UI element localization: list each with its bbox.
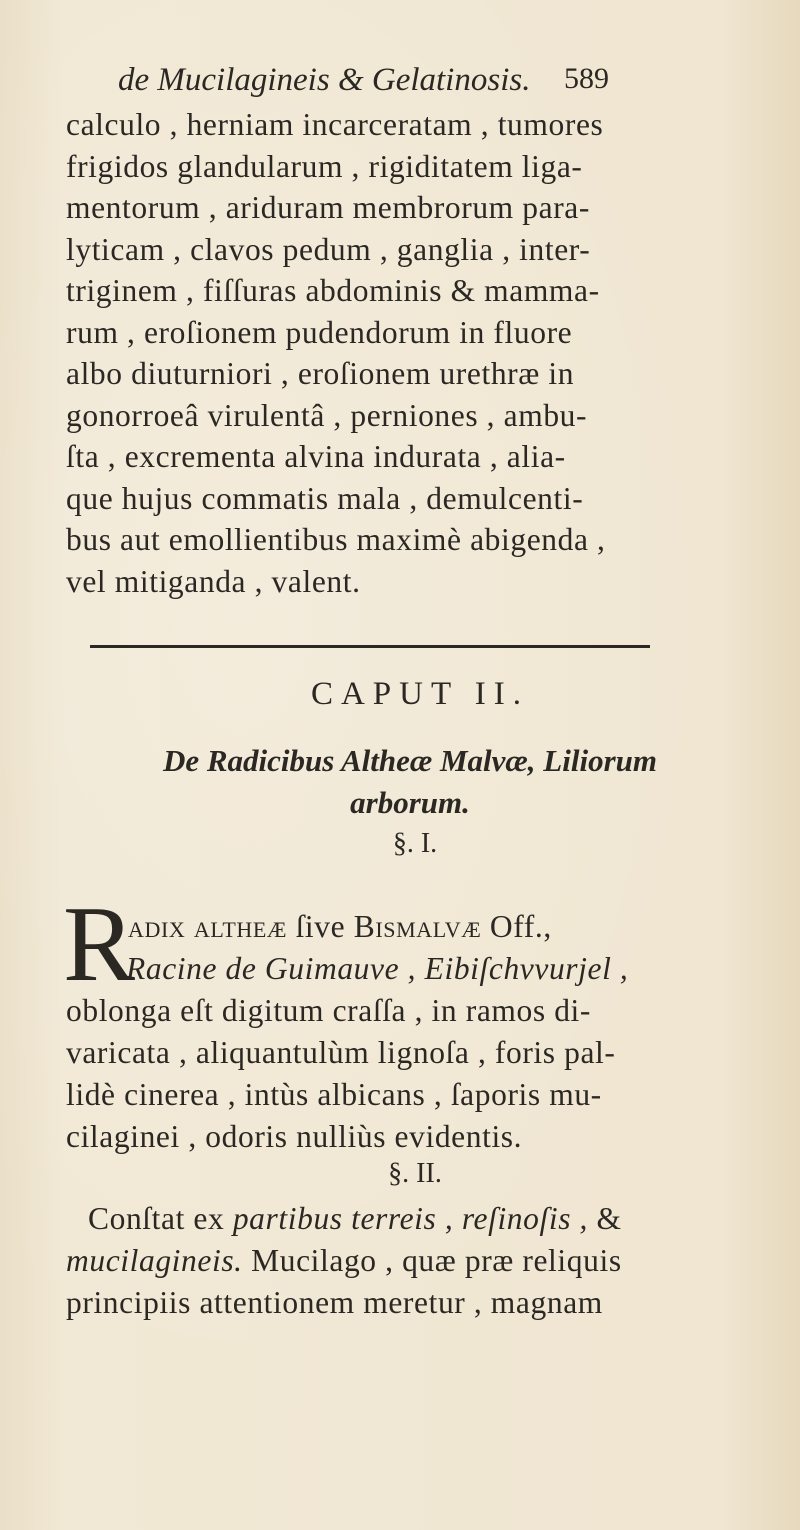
inline-text: Off.,	[481, 909, 552, 944]
inline-text: &	[588, 1201, 622, 1236]
text-line: que hujus commatis mala , demulcenti-	[66, 480, 584, 516]
small-caps-text: Bismalvæ	[353, 909, 482, 944]
drop-cap: R	[63, 885, 136, 1004]
continued-paragraph	[66, 104, 756, 602]
page-header	[118, 62, 678, 106]
italic-text: partibus terreis , reſinoſis ,	[232, 1201, 589, 1236]
subtitle-line: arborum.	[350, 785, 470, 820]
text-line: calculo , herniam incarceratam , tumores	[66, 107, 604, 142]
chapter-subtitle	[0, 740, 800, 824]
text-line: albo diuturniori , eroſionem urethræ in	[66, 356, 575, 391]
text-line: frigidos glandularum , rigiditatem liga-	[66, 148, 583, 184]
subtitle-line: De Radicibus Altheæ Malvæ, Liliorum	[162, 743, 658, 778]
text-line: lyticam , clavos pedum , ganglia , inter-	[66, 231, 591, 267]
text-line: varicata , aliquantulùm lignoſa , foris pal-	[66, 1035, 616, 1070]
text-line: vel mitiganda , valent.	[66, 563, 361, 599]
section-mark-2: §. II.	[388, 1158, 442, 1189]
text-line: bus aut emollientibus maximè abigenda ,	[66, 522, 606, 557]
horizontal-rule	[90, 645, 650, 648]
text-line: oblonga eſt digitum craſſa , in ramos di-	[66, 993, 591, 1028]
inline-text: Conſtat ex	[88, 1201, 233, 1236]
page-number: 589	[564, 62, 609, 95]
chapter-heading: CAPUT II.	[310, 676, 530, 712]
text-line: ſta , excrementa alvina indurata , alia-	[66, 439, 566, 474]
italic-text: mucilagineis.	[66, 1243, 243, 1278]
text-line	[66, 1240, 756, 1282]
text-line: gonorroeâ virulentâ , perniones , ambu-	[66, 397, 588, 433]
section-mark-1: §. I.	[392, 828, 438, 859]
text-line: rum , eroſionem pudendorum in fluore	[66, 314, 573, 350]
text-line: lidè cinerea , intùs albicans , ſaporis mu-	[66, 1077, 602, 1112]
text-line: Racine de Guimauve , Eibiſchvvurjel ,	[126, 951, 629, 986]
text-line	[66, 1198, 756, 1240]
inline-text: Mucilago , quæ præ reliquis	[242, 1243, 622, 1278]
section-1-paragraph	[66, 906, 756, 1158]
inline-text: ſive	[287, 909, 354, 944]
text-line	[66, 906, 756, 948]
text-line: cilaginei , odoris nulliùs evidentis.	[66, 1119, 523, 1154]
small-caps-text: adix altheæ	[128, 909, 288, 944]
text-line: triginem , fiſſuras abdominis & mamma-	[66, 273, 600, 308]
text-line: mentorum , ariduram membrorum para-	[66, 190, 590, 225]
running-title: de Mucilagineis & Gelatinosis.	[118, 62, 531, 98]
section-2-paragraph	[66, 1198, 756, 1324]
text-line: principiis attentionem meretur , magnam	[66, 1285, 603, 1320]
